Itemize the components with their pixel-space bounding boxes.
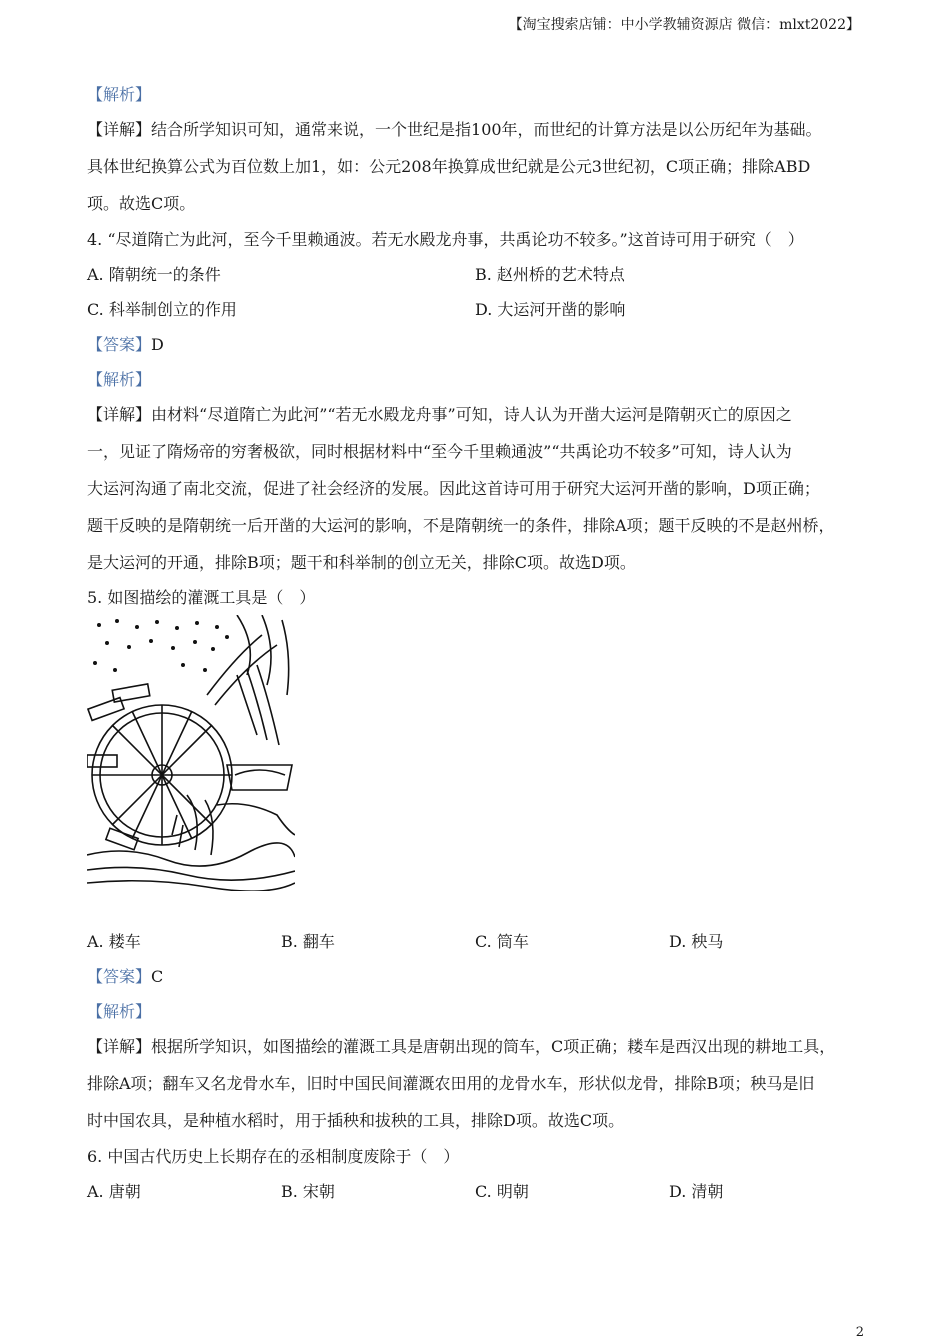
q6-option-b: B. 宋朝	[281, 1182, 335, 1201]
answer-value: C	[151, 967, 164, 986]
answer-tag: 【答案】	[87, 335, 152, 354]
answer-tag: 【答案】	[87, 967, 152, 986]
question-6-stem: 6. 中国古代历史上长期存在的丞相制度废除于（ ）	[87, 1147, 460, 1166]
detail-line: 项。故选C项。	[87, 194, 196, 213]
q6-option-c: C. 明朝	[475, 1182, 529, 1201]
detail-line: 【详解】根据所学知识，如图描绘的灌溉工具是唐朝出现的筒车，C项正确；耧车是西汉出现的耕地工具，	[87, 1037, 836, 1056]
detail-line: 时中国农具，是种植水稻时，用于插秧和拔秧的工具，排除D项。故选C项。	[87, 1111, 625, 1130]
detail-line: 具体世纪换算公式为百位数上加1，如：公元208年换算成世纪就是公元3世纪初，C项正确；排除ABD	[87, 157, 811, 176]
q5-answer	[87, 964, 163, 987]
detail-line: 【详解】结合所学知识可知，通常来说，一个世纪是指100年，而世纪的计算方法是以公历纪年为基础。	[87, 120, 822, 139]
analysis-tag: 【解析】	[87, 1002, 152, 1021]
q4-option-d: D. 大运河开凿的影响	[475, 300, 626, 319]
detail-line: 一，见证了隋炀帝的穷奢极欲，同时根据材料中“至今千里赖通波”“共禹论功不较多”可知，诗人认为	[87, 442, 792, 461]
analysis-tag: 【解析】	[87, 370, 152, 389]
detail-line: 排除A项；翻车又名龙骨水车，旧时中国民间灌溉农田用的龙骨水车，形状似龙骨，排除B项；秧马是旧	[87, 1074, 815, 1093]
detail-tag: 【详解】	[87, 120, 152, 139]
detail-line: 【详解】由材料“尽道隋亡为此河”“若无水殿龙舟事”可知，诗人认为开凿大运河是隋朝灭亡的原因之	[87, 405, 792, 424]
q4-option-a: A. 隋朝统一的条件	[87, 265, 221, 284]
q6-option-d: D. 清朝	[669, 1182, 724, 1201]
q4-option-b: B. 赵州桥的艺术特点	[475, 265, 625, 284]
q4-option-c: C. 科举制创立的作用	[87, 300, 237, 319]
answer-value: D	[151, 335, 164, 354]
question-4-stem: 4. “尽道隋亡为此河，至今千里赖通波。若无水殿龙舟事，共禹论功不较多。”这首诗可用于研究（ ）	[87, 230, 804, 249]
page-number: 2	[855, 1325, 864, 1340]
detail-line: 是大运河的开通，排除B项；题干和科举制的创立无关，排除C项。故选D项。	[87, 553, 636, 572]
detail-tag: 【详解】	[87, 1037, 152, 1056]
detail-tag: 【详解】	[87, 405, 152, 424]
question-5-stem: 5. 如图描绘的灌溉工具是（ ）	[87, 588, 316, 607]
water-wheel-illustration	[87, 615, 295, 891]
q5-option-c: C. 筒车	[475, 932, 529, 951]
q6-option-a: A. 唐朝	[87, 1182, 141, 1201]
q5-option-d: D. 秧马	[669, 932, 724, 951]
analysis-tag: 【解析】	[87, 85, 152, 104]
page-header: 【淘宝搜索店铺：中小学教辅资源店 微信：mlxt2022】	[508, 17, 860, 33]
q5-option-b: B. 翻车	[281, 932, 335, 951]
detail-line: 题干反映的是隋朝统一后开凿的大运河的影响，不是隋朝统一的条件，排除A项；题干反映的不是赵州桥，	[87, 516, 835, 535]
q4-answer	[87, 332, 164, 355]
q5-option-a: A. 耧车	[87, 932, 141, 951]
detail-line: 大运河沟通了南北交流，促进了社会经济的发展。因此这首诗可用于研究大运河开凿的影响，D项正确；	[87, 479, 820, 498]
